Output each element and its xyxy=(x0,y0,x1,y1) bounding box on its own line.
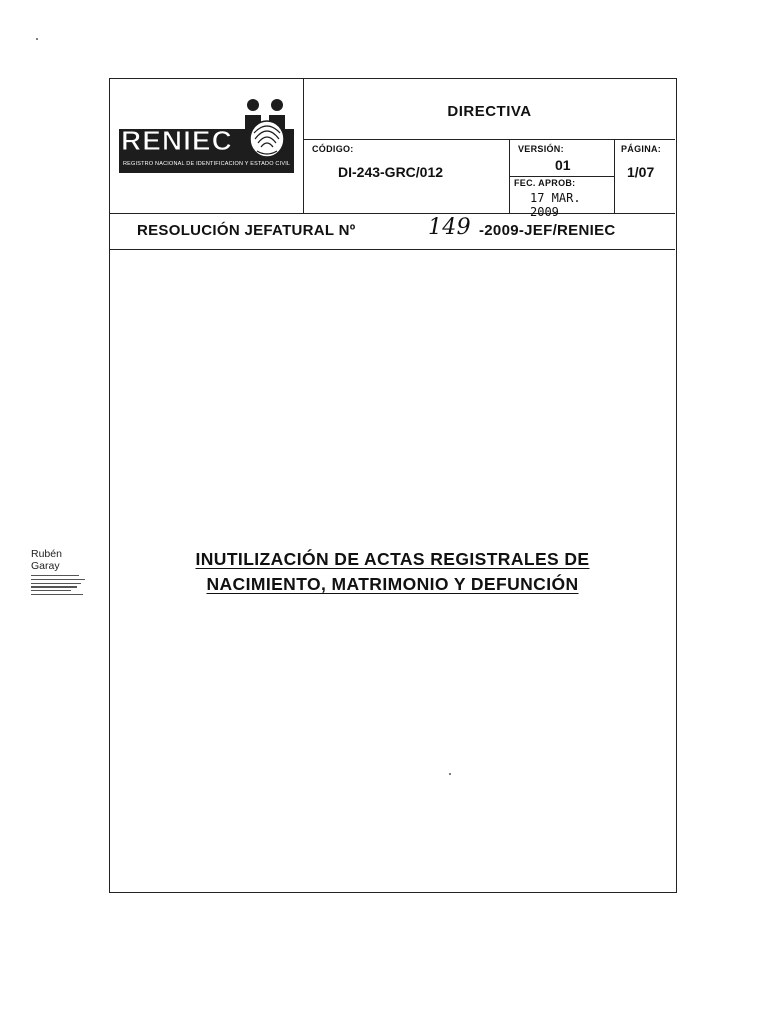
document-frame xyxy=(109,78,677,893)
version-cell xyxy=(510,140,615,219)
title-line-2: NACIMIENTO, MATRIMONIO Y DEFUNCIÓN xyxy=(206,574,579,594)
resolution-suffix: -2009-JEF/RENIEC xyxy=(479,222,616,239)
signer-name-last: Garay xyxy=(31,560,60,572)
code-value: DI-243-GRC/012 xyxy=(338,164,444,180)
page-cell xyxy=(615,140,675,213)
page-label: PÁGINA: xyxy=(621,144,662,154)
resolution-number-handwritten: 149 xyxy=(428,215,471,240)
resolution-row xyxy=(110,213,675,250)
logo-cell xyxy=(110,79,304,213)
approval-label: FEC. APROB: xyxy=(514,178,576,188)
code-label: CÓDIGO: xyxy=(312,144,354,154)
doc-type: DIRECTIVA xyxy=(447,103,532,120)
logo-wordmark: RENIEC xyxy=(121,125,233,156)
document-title xyxy=(110,547,675,597)
scan-speck xyxy=(36,38,38,40)
version-divider xyxy=(510,176,614,177)
header-table xyxy=(110,79,675,219)
reniec-logo xyxy=(119,97,294,175)
resolution-prefix: RESOLUCIÓN JEFATURAL Nº xyxy=(137,222,356,239)
approval-date-stamp: 17 MAR. 2009 xyxy=(530,191,581,219)
version-value: 01 xyxy=(555,157,571,173)
logo-subtitle: REGISTRO NACIONAL DE IDENTIFICACIÓN Y ESTADO CIVIL xyxy=(123,161,291,167)
family-fingerprint-icon xyxy=(241,97,293,159)
signature-fine-print xyxy=(31,575,86,595)
title-line-1: INUTILIZACIÓN DE ACTAS REGISTRALES DE xyxy=(195,549,590,569)
digital-signature xyxy=(31,548,91,598)
version-label: VERSIÓN: xyxy=(518,144,564,154)
signer-name-first: Rubén xyxy=(31,548,62,560)
doc-type-cell xyxy=(304,79,675,140)
code-cell xyxy=(304,140,510,213)
page-value: 1/07 xyxy=(627,164,655,180)
